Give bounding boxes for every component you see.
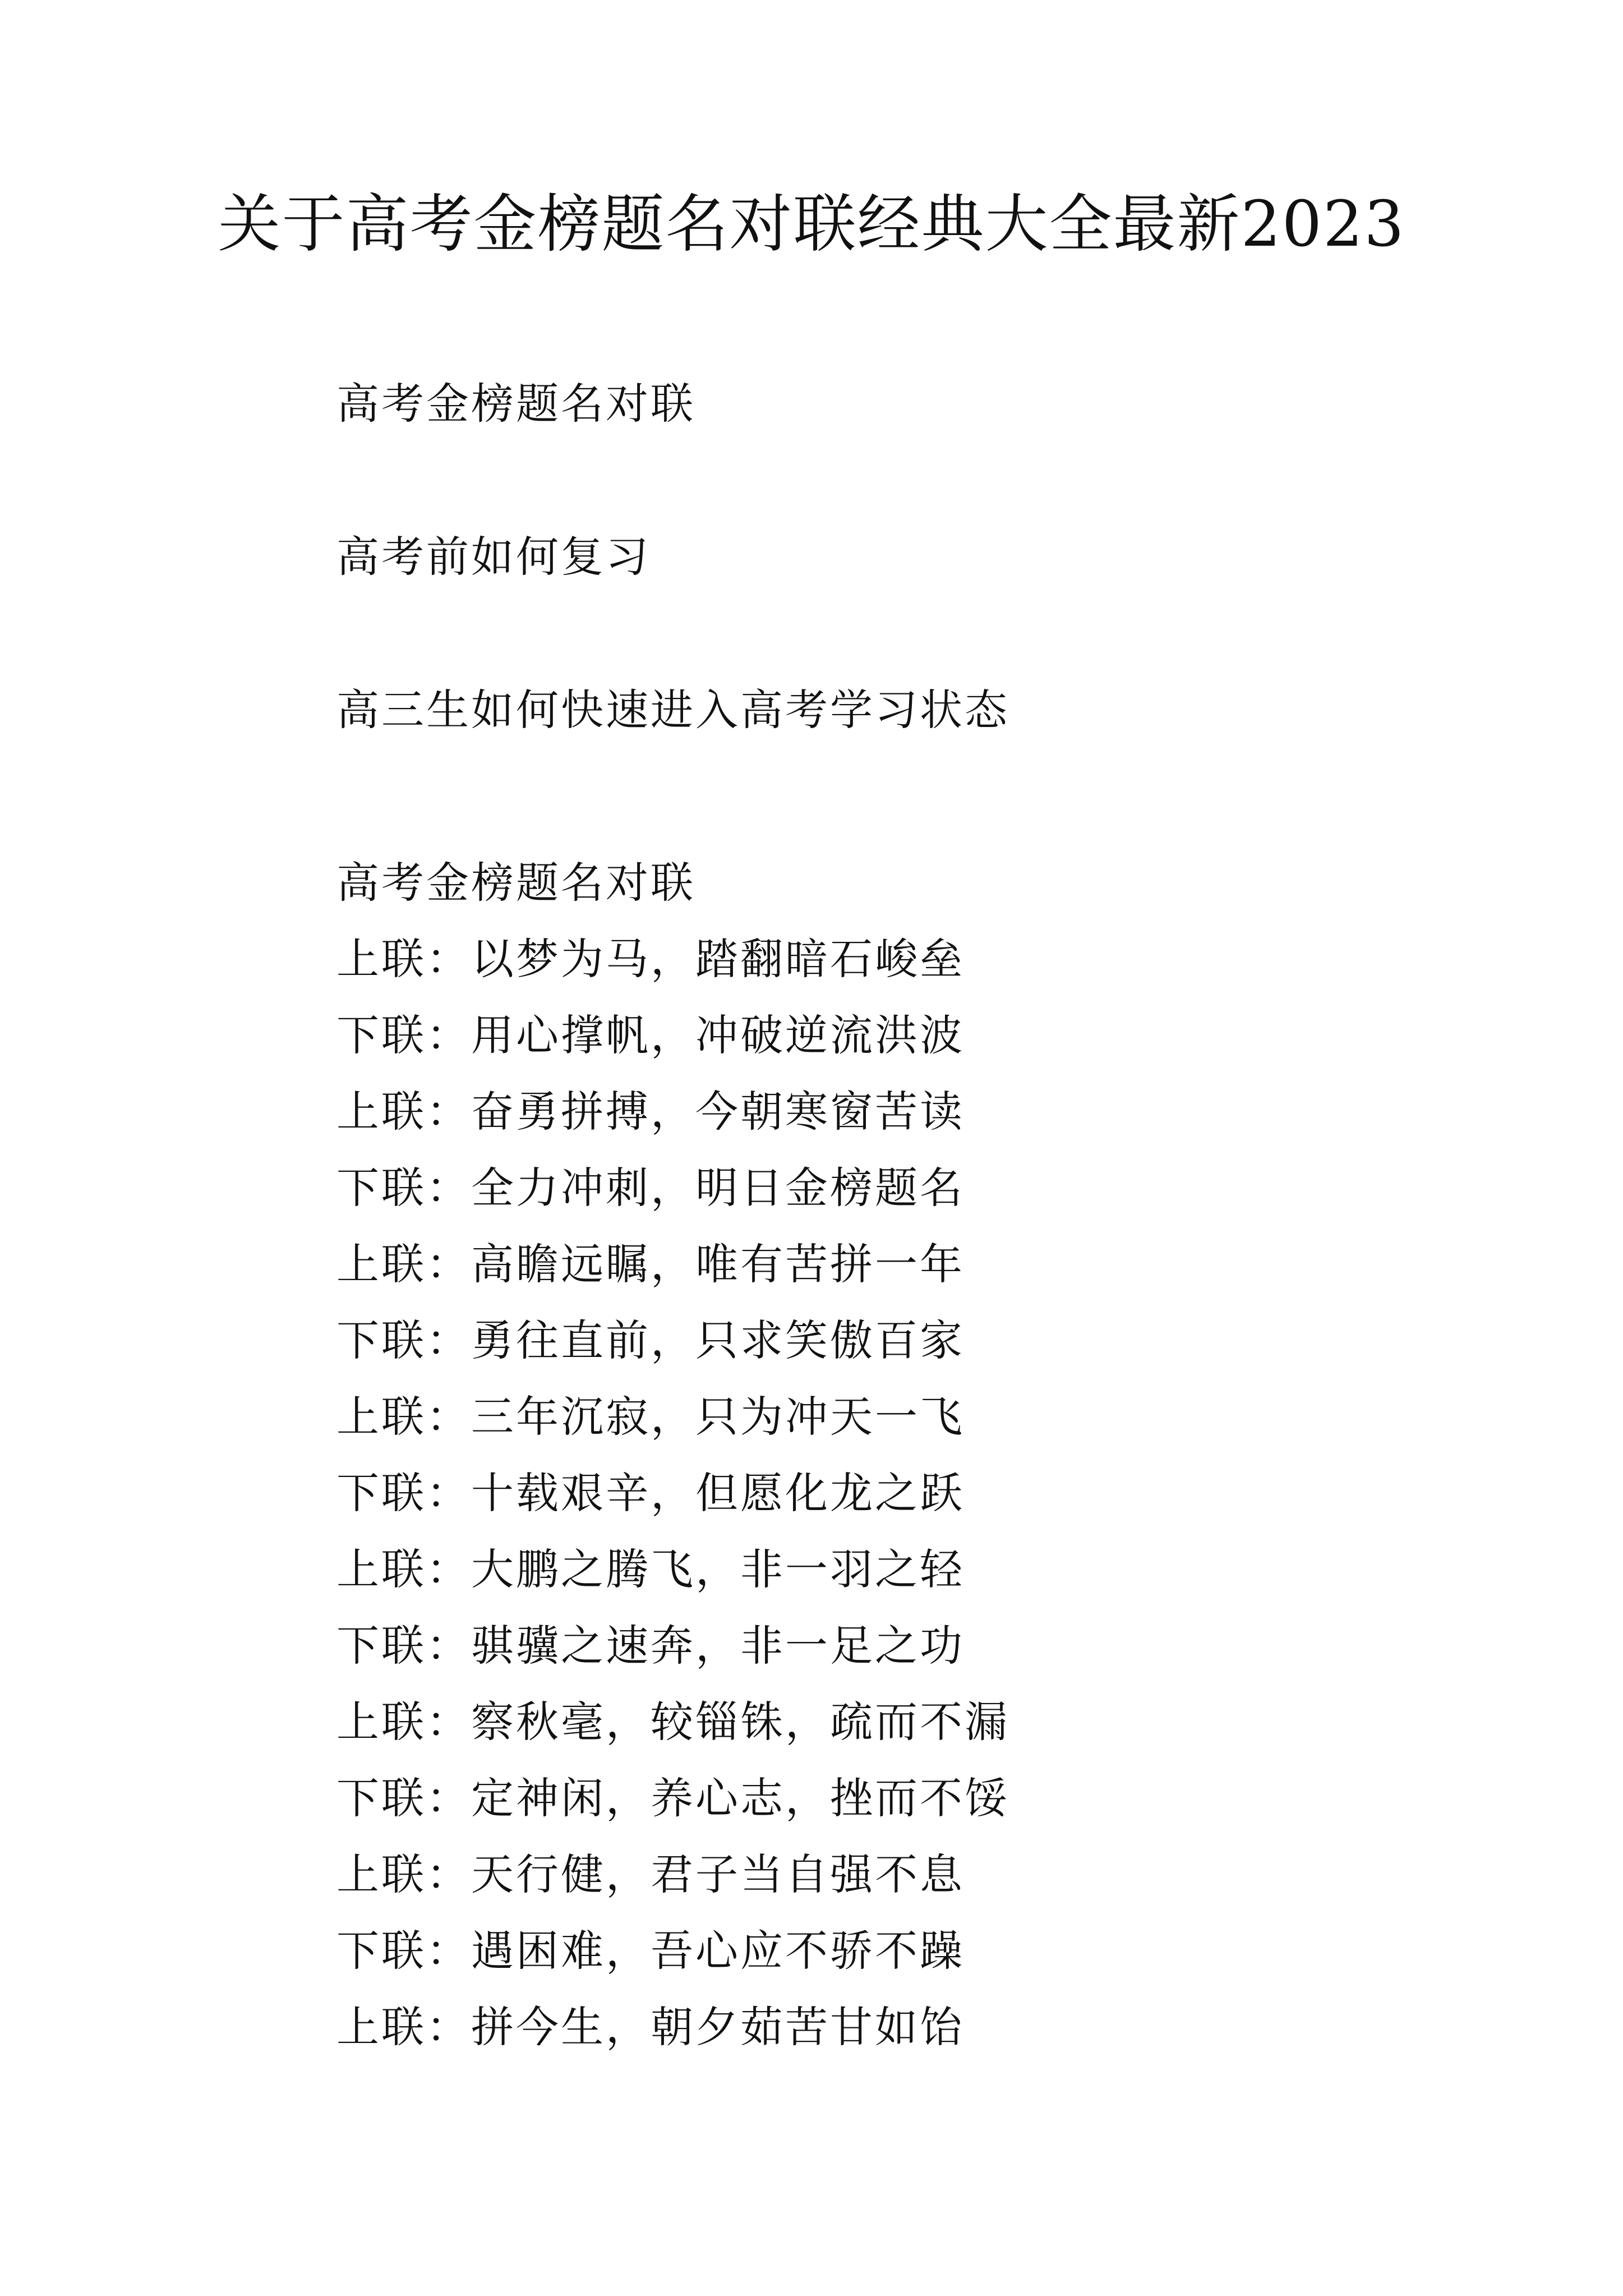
- couplet-line: 上联：察秋毫，较锱铢，疏而不漏: [336, 1697, 1009, 1747]
- couplet-line: 上联：高瞻远瞩，唯有苦拼一年: [336, 1239, 965, 1289]
- couplet-line: 下联：定神闲，养心志，挫而不馁: [336, 1773, 1009, 1823]
- couplet-line: 上联：奋勇拼搏，今朝寒窗苦读: [336, 1087, 965, 1137]
- couplet-line: 下联：骐骥之速奔，非一足之功: [336, 1621, 965, 1671]
- couplet-line: 下联：勇往直前，只求笑傲百家: [336, 1315, 965, 1365]
- couplet-line: 上联：三年沉寂，只为冲天一飞: [336, 1392, 965, 1442]
- couplet-line: 上联：拼今生，朝夕茹苦甘如饴: [336, 2002, 965, 2052]
- couplet-line: 上联：以梦为马，踏翻暗石峻垒: [336, 934, 965, 984]
- table-of-contents: [336, 376, 1514, 835]
- toc-item: 高考前如何复习: [336, 532, 651, 582]
- couplet-line: 上联：天行健，君子当自强不息: [336, 1849, 965, 1899]
- toc-item: 高三生如何快速进入高考学习状态: [336, 685, 1009, 735]
- couplet-line: 下联：遇困难，吾心应不骄不躁: [336, 1926, 965, 1976]
- section-heading: 高考金榜题名对联: [336, 858, 695, 908]
- couplet-line: 下联：十载艰辛，但愿化龙之跃: [336, 1468, 965, 1518]
- couplet-line: 下联：用心撑帆，冲破逆流洪波: [336, 1010, 965, 1060]
- toc-item: 高考金榜题名对联: [336, 379, 695, 429]
- couplet-section: [336, 845, 1514, 2065]
- document-title: 关于高考金榜题名对联经典大全最新2023: [218, 188, 1405, 261]
- couplet-line: 上联：大鹏之腾飞，非一羽之轻: [336, 1544, 965, 1594]
- couplet-line: 下联：全力冲刺，明日金榜题名: [336, 1163, 965, 1213]
